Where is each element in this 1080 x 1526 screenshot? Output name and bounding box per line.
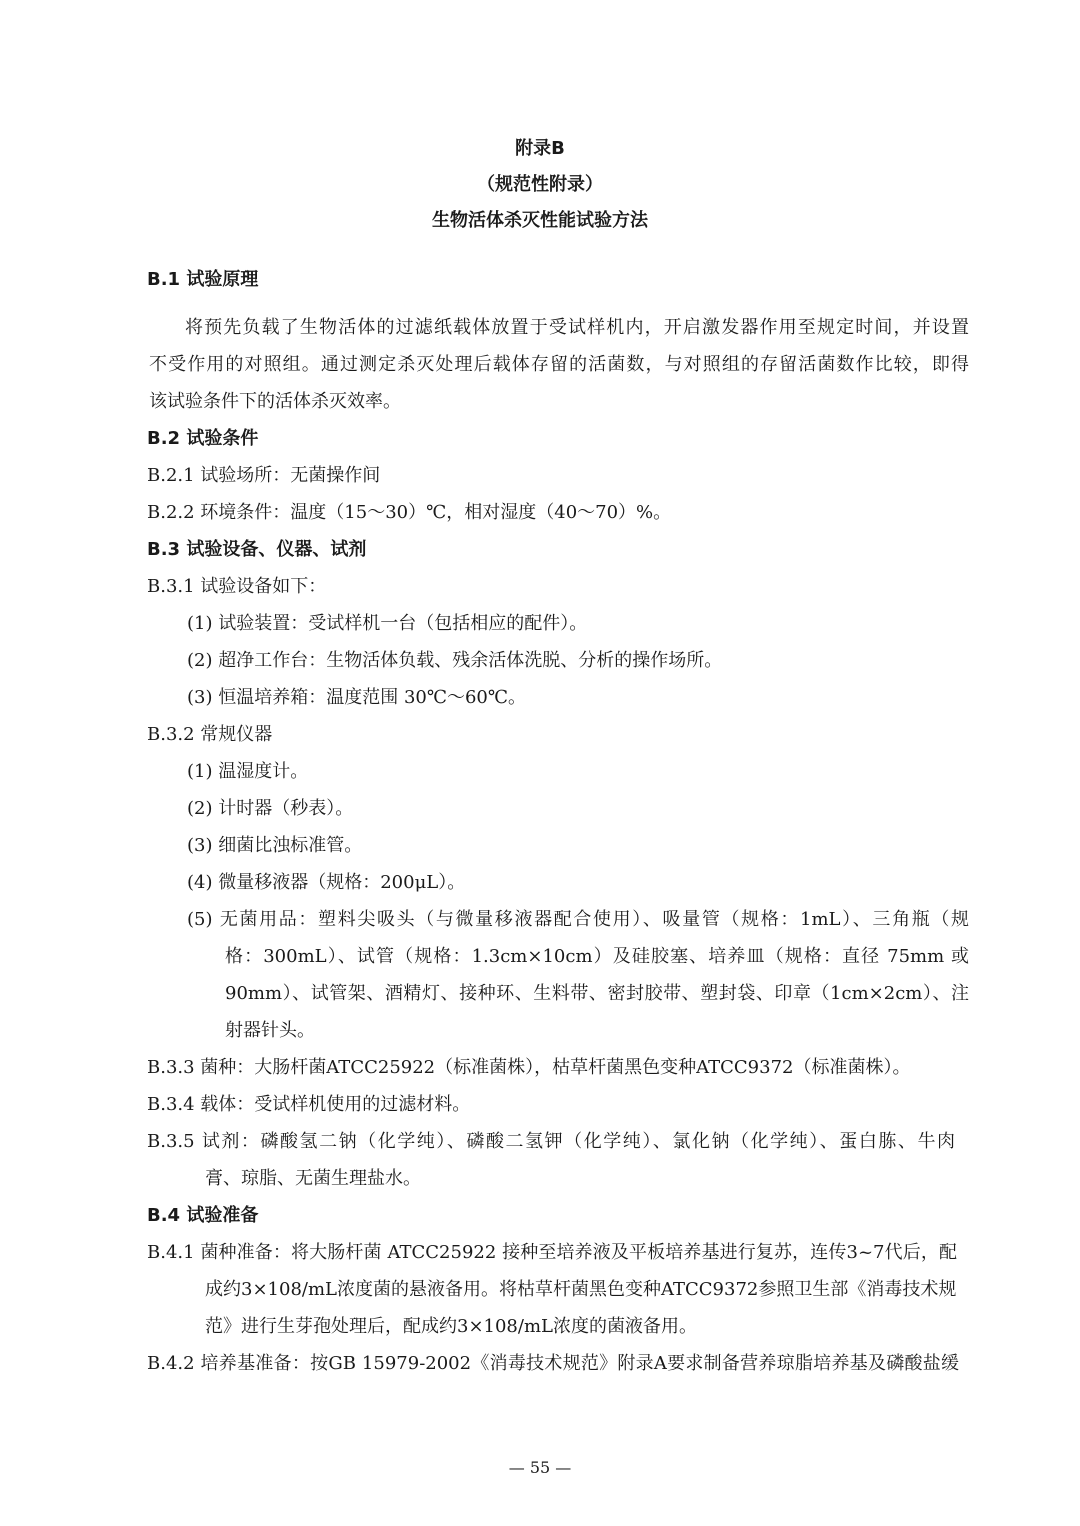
section-b4-heading: B.4 试验准备 xyxy=(147,1205,259,1226)
list-item: (1) 试验装置：受试样机一台（包括相应的配件）。 xyxy=(187,613,588,634)
clause-b22: B.2.2 环境条件：温度（15～30）℃，相对湿度（40～70）%。 xyxy=(147,502,672,523)
clause-b31: B.3.1 试验设备如下： xyxy=(147,576,327,597)
clause-line: 范》进行生芽孢处理后，配成约3×108/mL浓度的菌液备用。 xyxy=(205,1316,697,1337)
list-item: (2) 超净工作台：生物活体负载、残余活体洗脱、分析的操作场所。 xyxy=(187,650,723,671)
appendix-label: 附录B xyxy=(515,138,565,159)
clause-line: B.4.1 菌种准备：将大肠杆菌 ATCC25922 接种至培养液及平板培养基进行复苏，连传3~7代后，配 xyxy=(147,1242,957,1263)
list-item: (3) 细菌比浊标准管。 xyxy=(187,835,363,856)
section-b3-heading: B.3 试验设备、仪器、试剂 xyxy=(147,539,367,560)
clause-line: B.4.2 培养基准备：按GB 15979-2002《消毒技术规范》附录A要求制备营养琼脂培养基及磷酸盐缓 xyxy=(147,1353,959,1374)
clause-b35 xyxy=(147,1130,955,1154)
section-b1-paragraph xyxy=(149,316,969,414)
document-title: 生物活体杀灭性能试验方法 xyxy=(432,210,648,231)
list-item-5-cont xyxy=(225,945,969,1043)
page-number: — 55 — xyxy=(508,1458,572,1477)
clause-b41 xyxy=(147,1241,957,1265)
list-item: (1) 温湿度计。 xyxy=(187,761,309,782)
clause-b21: B.2.1 试验场所：无菌操作间 xyxy=(147,465,381,486)
list-item-line: 射器针头。 xyxy=(225,1020,315,1041)
list-item: (2) 计时器（秒表）。 xyxy=(187,798,354,819)
list-item-line: (5) 无菌用品：塑料尖吸头（与微量移液器配合使用）、吸量管（规格：1mL）、三角瓶（规 xyxy=(187,909,969,930)
list-item: (3) 恒温培养箱：温度范围 30℃～60℃。 xyxy=(187,687,527,708)
list-item-line: 格：300mL）、试管（规格：1.3cm×10cm）及硅胶塞、培养皿（规格：直径 75mm 或 xyxy=(225,946,969,967)
section-b2-heading: B.2 试验条件 xyxy=(147,428,259,449)
clause-line: B.3.5 试剂：磷酸氢二钠（化学纯）、磷酸二氢钾（化学纯）、氯化钠（化学纯）、蛋白胨、牛肉 xyxy=(147,1131,955,1152)
paragraph-line: 该试验条件下的活体杀灭效率。 xyxy=(149,391,401,412)
clause-b42 xyxy=(147,1352,959,1376)
section-b1-heading: B.1 试验原理 xyxy=(147,269,259,290)
clause-b32: B.3.2 常规仪器 xyxy=(147,724,273,745)
clause-b34: B.3.4 载体：受试样机使用的过滤材料。 xyxy=(147,1094,471,1115)
clause-b33: B.3.3 菌种：大肠杆菌ATCC25922（标准菌株），枯草杆菌黑色变种ATCC9372（标准菌株）。 xyxy=(147,1057,911,1078)
list-item-line: 90mm）、试管架、酒精灯、接种环、生料带、密封胶带、塑封袋、印章（1cm×2cm）、注 xyxy=(225,983,969,1004)
clause-line: 膏、琼脂、无菌生理盐水。 xyxy=(205,1168,421,1189)
appendix-type: （规范性附录） xyxy=(477,174,603,195)
paragraph-line: 不受作用的对照组。通过测定杀灭处理后载体存留的活菌数，与对照组的存留活菌数作比较，即得 xyxy=(149,354,969,375)
list-item-5 xyxy=(187,908,969,945)
clause-line: 成约3×108/mL浓度菌的悬液备用。将枯草杆菌黑色变种ATCC9372参照卫生部《消毒技术规 xyxy=(205,1279,957,1300)
clause-b41-cont xyxy=(205,1278,957,1302)
paragraph-line: 将预先负载了生物活体的过滤纸载体放置于受试样机内，开启激发器作用至规定时间，并设置 xyxy=(185,317,969,338)
list-item: (4) 微量移液器（规格：200μL）。 xyxy=(187,872,466,893)
